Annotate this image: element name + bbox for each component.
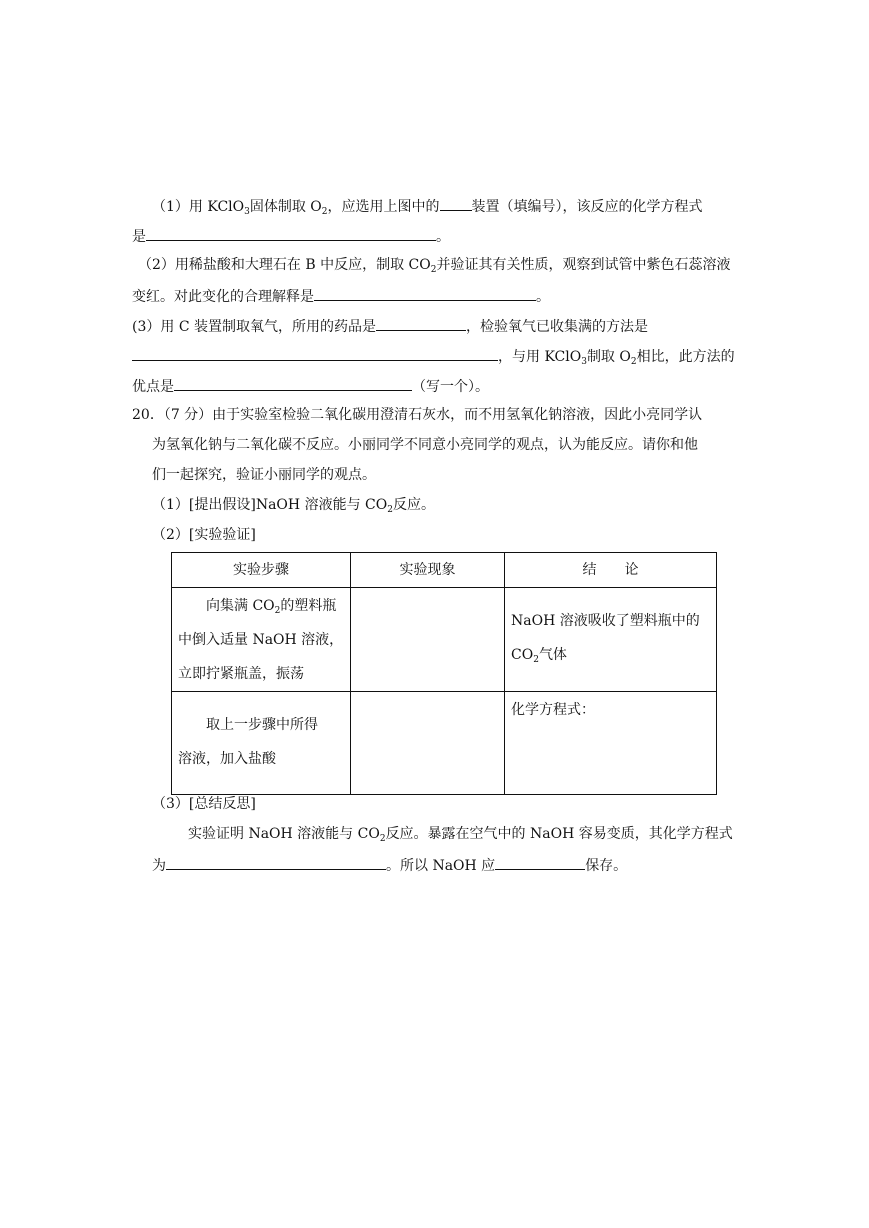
q20-reflect-line2 [152,855,627,875]
q20-line3: 们一起探究，验证小丽同学的观点。 [152,467,376,483]
q19-part1-line2 [132,226,450,246]
text: (3）用 C 装置制取氧气，所用的药品是 [132,319,376,335]
q19-part3-line2 [132,346,735,366]
text: 装置（填编号），该反应的化学方程式 [471,199,703,215]
text: 溶液，加入盐酸 [178,751,276,767]
table-header-row [172,553,717,588]
table-row [172,588,717,692]
subscript: 3 [244,207,250,217]
text: 中倒入适量 NaOH 溶液， [178,632,344,648]
q19-part2-line1 [138,256,730,274]
experiment-table [171,552,717,795]
answer-blank-reagents[interactable] [376,316,466,331]
row2-conclusion-cell[interactable] [505,692,717,795]
row1-phenomenon-cell[interactable] [351,588,505,692]
text: 取上一步骤中所得 [206,717,318,733]
text: 的塑料瓶 [280,598,337,614]
text: 化学方程式： [511,702,595,718]
text: 为 [152,858,166,874]
subscript: 2 [387,505,393,515]
answer-blank-explanation[interactable] [314,286,536,301]
answer-blank-storage[interactable] [495,855,585,870]
row2-step-cell [172,692,351,795]
text: ，检验氧气已收集满的方法是 [465,319,648,335]
q19-part1-line1 [152,196,703,216]
row1-step-cell [172,588,351,692]
subscript: 2 [630,357,637,367]
text: 反应。暴露在空气中的 NaOH 容易变质，其化学方程式 [385,826,733,842]
row2-phenomenon-cell[interactable] [351,692,505,795]
text: NaOH 溶液吸收了塑料瓶中的 [511,613,700,629]
text: CO [511,647,534,663]
header-steps: 实验步骤 [172,553,351,588]
subscript: 2 [533,655,539,665]
subscript: 2 [274,606,281,616]
text: 变红。对此变化的合理解释是 [132,289,314,305]
text: 并验证其有关性质，观察到试管中紫色石蕊溶液 [436,257,731,273]
text: 立即拧紧瓶盖，振荡 [178,666,304,682]
header-conclusion: 结 论 [505,553,717,588]
subscript: 3 [581,357,587,367]
header-phenomena: 实验现象 [351,553,505,588]
q19-part3-line3 [132,376,489,396]
text: （写一个）。 [412,379,489,395]
answer-blank-equation[interactable] [146,226,436,241]
text: （1）用 KClO [152,199,245,215]
answer-blank-device[interactable] [440,196,472,211]
answer-blank-advantage[interactable] [174,376,412,391]
text: 相比，此方法的 [636,349,735,365]
text: 气体 [538,647,567,663]
text: 固体制取 O [249,199,322,215]
text: 反应。 [392,497,435,513]
subscript: 2 [379,834,386,844]
text: 。 [536,289,550,305]
q20-line1: 20．（7 分）由于实验室检验二氧化碳用澄清石灰水，而不用氢氧化钠溶液，因此小亮同学认 [132,407,703,423]
text: ，应选用上图中的 [327,199,440,215]
subscript: 2 [321,207,328,217]
q19-part3-line1 [132,316,648,336]
q20-reflect-line1 [188,825,733,843]
text: （1）[提出假设]NaOH 溶液能与 CO [152,497,388,513]
text: 。所以 NaOH 应 [386,858,496,874]
answer-blank-method[interactable] [132,346,498,361]
text: 优点是 [132,379,174,395]
q20-hypothesis [152,496,435,514]
table-row [172,692,717,795]
text: 向集满 CO [206,598,275,614]
answer-blank-equation-naoh[interactable] [166,855,386,870]
row1-conclusion-cell [505,588,717,692]
q20-verify-heading: （2）[实验验证] [152,527,256,543]
q20-reflect-heading: （3）[总结反思] [152,796,256,812]
text: ，与用 KClO [498,349,582,365]
text: 制取 O [586,349,631,365]
text: （2）用稀盐酸和大理石在 B 中反应，制取 CO [138,257,431,273]
subscript: 2 [430,265,437,275]
text: 是 [132,229,146,245]
text: 实验证明 NaOH 溶液能与 CO [188,826,380,842]
q20-line2: 为氢氧化钠与二氧化碳不反应。小丽同学不同意小亮同学的观点，认为能反应。请你和他 [152,437,698,453]
text: 保存。 [585,858,628,874]
q19-part2-line2 [132,286,550,306]
text: 。 [436,229,450,245]
